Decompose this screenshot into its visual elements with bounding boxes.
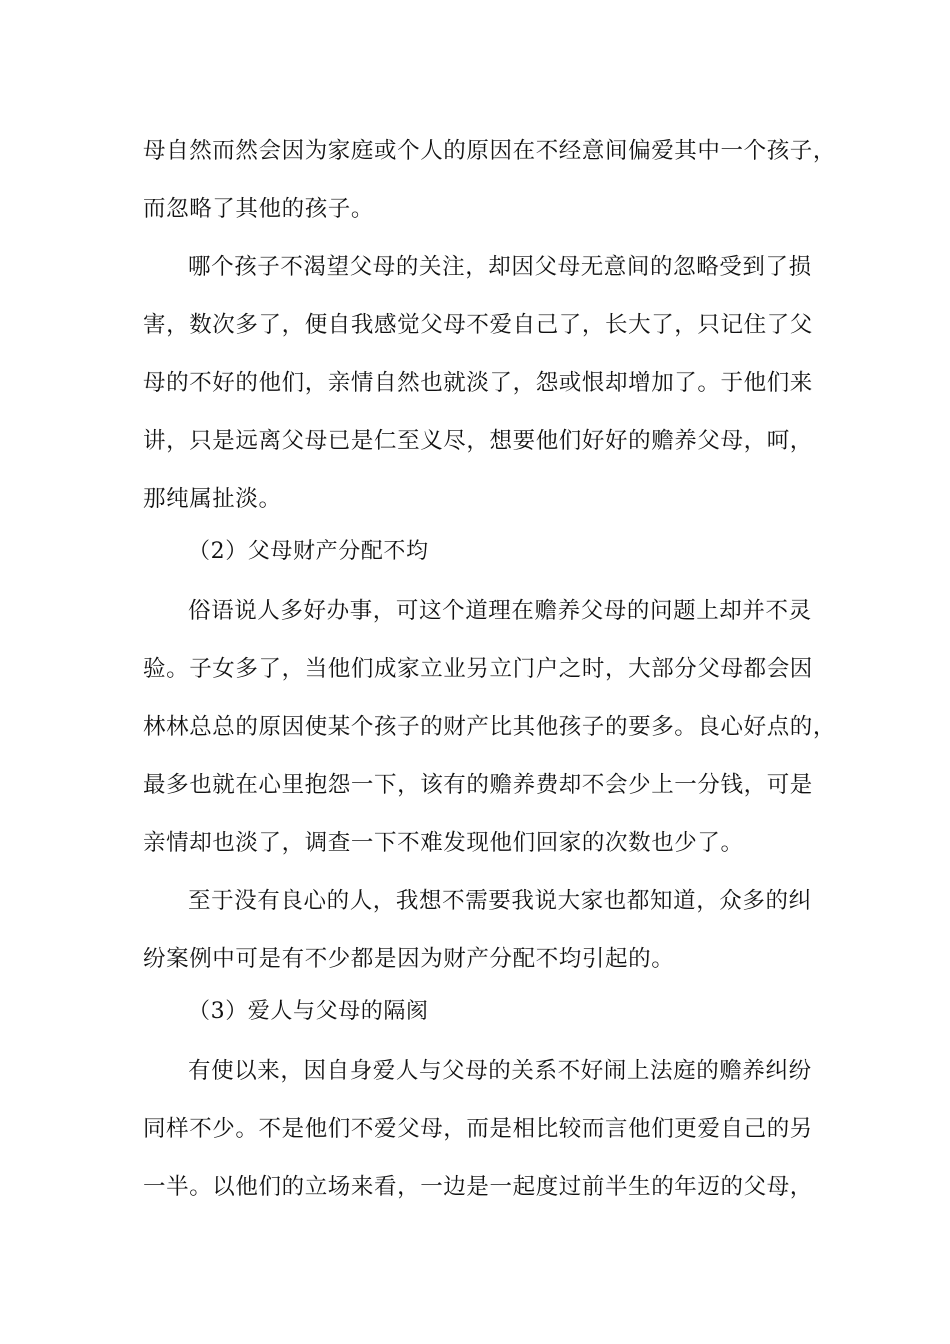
paragraph-line: 母自然而然会因为家庭或个人的原因在不经意间偏爱其中一个孩子，: [143, 138, 837, 164]
paragraph-line: 亲情却也淡了，调查一下不难发现他们回家的次数也少了。: [143, 830, 744, 856]
paragraph-line: 林林总总的原因使某个孩子的财产比其他孩子的要多。良心好点的，: [143, 714, 837, 740]
paragraph-line: 母的不好的他们，亲情自然也就淡了，怨或恨却增加了。于他们来: [143, 370, 813, 396]
paragraph-line: 纷案例中可是有不少都是因为财产分配不均引起的。: [143, 946, 675, 972]
section-heading: （2）父母财产分配不均: [188, 539, 429, 564]
paragraph-line: 哪个孩子不渴望父母的关注，却因父母无意间的忽略受到了损: [188, 254, 812, 280]
paragraph-line: 害，数次多了，便自我感觉父母不爱自己了，长大了，只记住了父: [143, 312, 813, 338]
paragraph-line: 有使以来，因自身爱人与父母的关系不好闹上法庭的赡养纠纷: [188, 1058, 812, 1084]
section-heading: （3）爱人与父母的隔阂: [188, 999, 429, 1024]
paragraph-line: 一半。以他们的立场来看，一边是一起度过前半生的年迈的父母，: [143, 1174, 813, 1200]
paragraph-line: 验。子女多了，当他们成家立业另立门户之时，大部分父母都会因: [143, 656, 813, 682]
paragraph-line: 同样不少。不是他们不爱父母，而是相比较而言他们更爱自己的另: [143, 1116, 813, 1142]
paragraph-line: 至于没有良心的人，我想不需要我说大家也都知道，众多的纠: [188, 888, 812, 914]
paragraph-line: 俗语说人多好办事，可这个道理在赡养父母的问题上却并不灵: [188, 598, 812, 624]
paragraph-line: 那纯属扯淡。: [143, 486, 282, 512]
paragraph-line: 而忽略了其他的孩子。: [143, 196, 375, 222]
paragraph-line: 讲，只是远离父母已是仁至义尽，想要他们好好的赡养父母，呵，: [143, 428, 813, 454]
paragraph-line: 最多也就在心里抱怨一下，该有的赡养费却不会少上一分钱，可是: [143, 772, 813, 798]
